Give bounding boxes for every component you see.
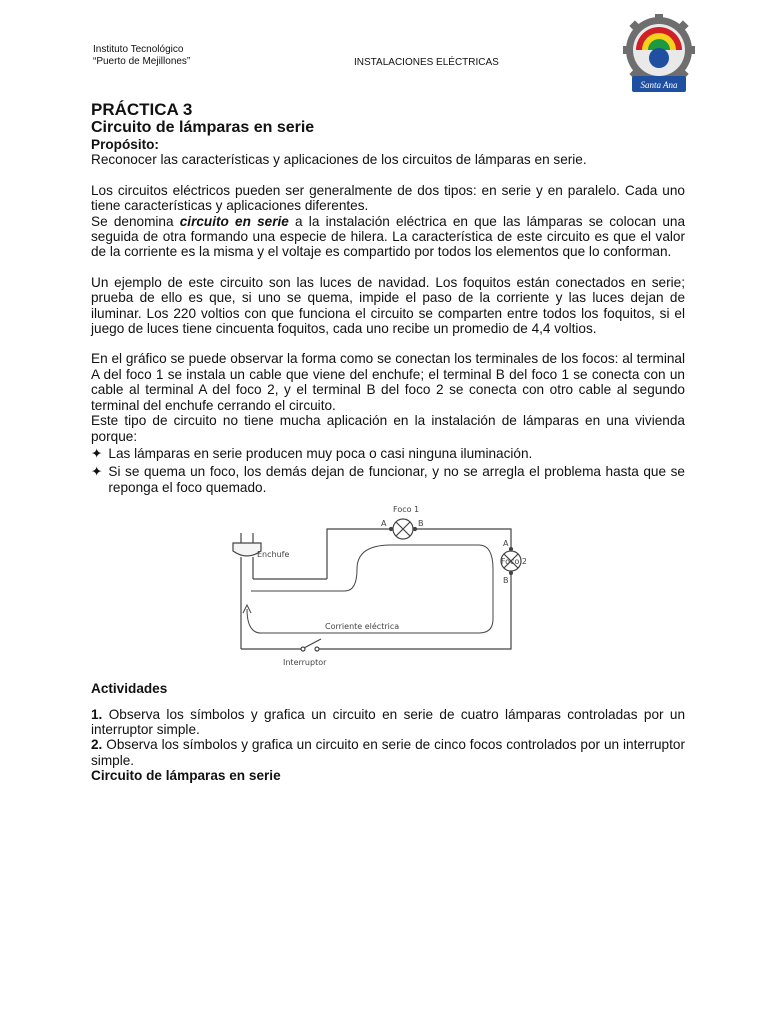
- gear-icon: [623, 14, 695, 86]
- institute-name: [93, 44, 190, 68]
- foco-1-terminal-a: A: [381, 519, 387, 529]
- purpose-text: Reconocer las características y aplicaciones de los circuitos de lámparas en serie.: [91, 152, 587, 168]
- closing-heading: Circuito de lámparas en serie: [91, 768, 281, 784]
- usage-paragraph: Este tipo de circuito no tiene mucha aplicación en la instalación de lámparas en una vivienda porque:: [91, 413, 685, 444]
- bullet-text: Las lámparas en serie producen muy poca o casi ninguna iluminación.: [108, 445, 533, 461]
- document-body: [91, 100, 685, 784]
- example-paragraph: Un ejemplo de este circuito son las luces de navidad. Los foquitos están conectados en serie; prueba de ello es que, si uno se quema, impide el paso de la corriente y las luces dejan de iluminar. Los 220 voltios con que funciona el circuito se comparten entre todos los foquitos, si el juego de luces tiene cincuenta foquitos, cada uno recibe un promedio de 4,4 voltios.: [91, 274, 685, 337]
- course-title: INSTALACIONES ELÉCTRICAS: [354, 57, 499, 68]
- foco-2-label: Foco 2: [500, 557, 527, 567]
- bullet-item: [91, 464, 685, 495]
- wire: [415, 529, 511, 549]
- foco-2-terminal-b: B: [503, 576, 509, 586]
- bullet-item: [91, 446, 685, 461]
- definition-paragraph: [91, 214, 685, 260]
- corriente-label: Corriente eléctrica: [325, 622, 400, 632]
- logo-text: Santa Ana: [640, 80, 678, 90]
- definition-term: circuito en serie: [179, 213, 289, 229]
- activities-heading: Actividades: [91, 681, 168, 697]
- foco-1-label: Foco 1: [393, 505, 420, 515]
- intro-paragraph: Los circuitos eléctricos pueden ser generalmente de dos tipos: en serie y en paralelo. Cada uno tiene características y aplicaciones diferentes.: [91, 182, 685, 214]
- institute-line-1: Instituto Tecnológico: [93, 44, 184, 55]
- activity-item: [91, 737, 685, 768]
- activity-item: [91, 707, 685, 738]
- enchufe-label: Enchufe: [257, 550, 290, 560]
- wire: [318, 573, 511, 649]
- interruptor-label: Interruptor: [283, 658, 327, 668]
- definition-suffix: a la instalación eléctrica en que las lámparas se colocan una seguida de otra formando una especie de hilera. La característica de este circuito es que el valor de la corriente es la misma y el voltaje es compartido por todos los elementos que lo conforman.: [91, 213, 685, 260]
- practice-title: PRÁCTICA 3: [91, 100, 193, 119]
- practice-subtitle: Circuito de lámparas en serie: [91, 119, 315, 136]
- wire: [327, 529, 391, 579]
- definition-prefix: Se denomina: [91, 213, 180, 229]
- bullet-symbol: ✦: [91, 445, 103, 461]
- activity-number: 1.: [91, 706, 103, 722]
- activity-number: 2.: [91, 737, 103, 753]
- graphic-paragraph: En el gráfico se puede observar la forma como se conectan los terminales de los focos: al terminal A del foco 1 se instala un cable que viene del enchufe; el terminal B del foco 1 se conecta con un cable al terminal A del foco 2, y el terminal B del foco 2 se conecta con otro cable al segundo terminal del enchufe cerrando el circuito.: [91, 351, 685, 413]
- purpose-label: Propósito:: [91, 137, 159, 152]
- bullet-symbol: ✦: [91, 464, 103, 480]
- series-circuit-diagram: [231, 499, 531, 671]
- switch-icon: [301, 639, 321, 651]
- foco-2-terminal-a: A: [503, 539, 509, 549]
- bullet-text: Si se quema un foco, los demás dejan de funcionar, y no se arregla el problema hasta que se reponga el foco quemado.: [108, 464, 685, 495]
- institute-logo: [622, 14, 696, 98]
- activity-text: Observa los símbolos y grafica un circuito en serie de cinco focos controlados por un interruptor simple.: [91, 737, 685, 768]
- foco-1-terminal-b: B: [418, 519, 424, 529]
- institute-line-2: “Puerto de Mejillones”: [93, 56, 191, 67]
- foco-1-lamp-icon: [390, 519, 417, 539]
- activity-text: Observa los símbolos y grafica un circuito en serie de cuatro lámparas controladas por un interruptor simple.: [91, 706, 685, 737]
